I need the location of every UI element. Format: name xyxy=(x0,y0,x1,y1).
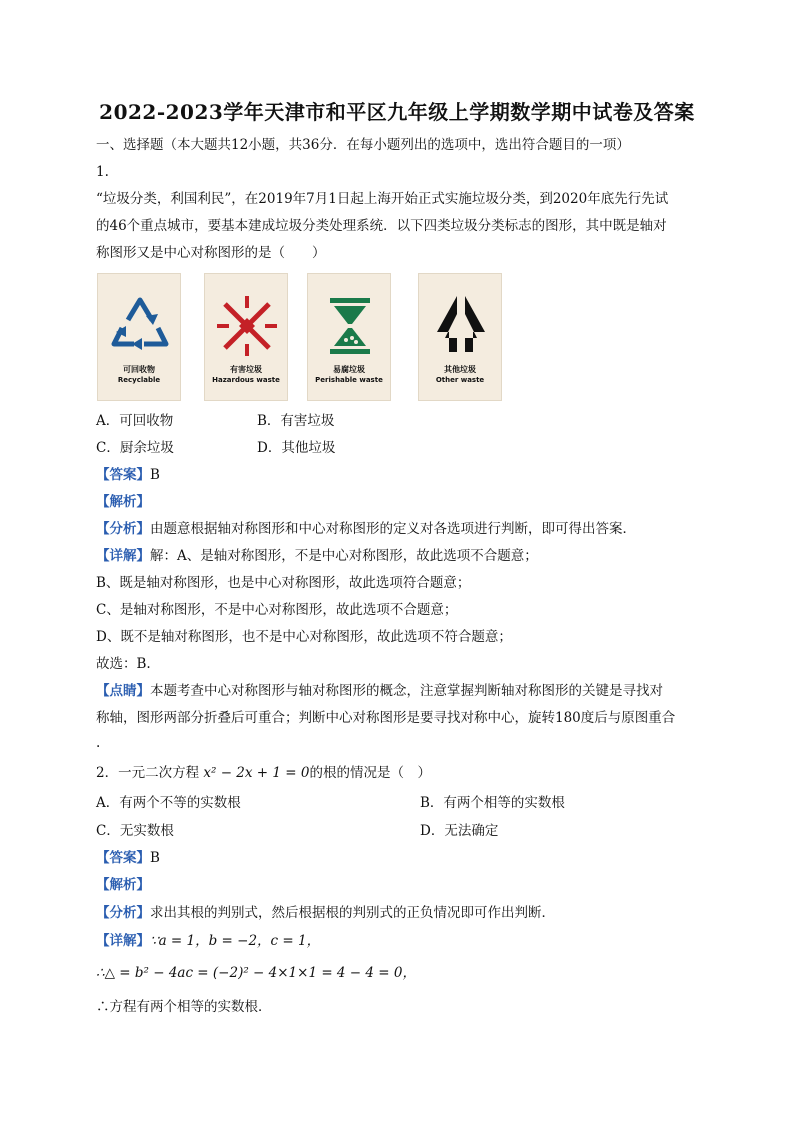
dianjing-line-3: . xyxy=(96,735,101,751)
analysis-heading xyxy=(96,875,150,895)
card-label-en: Perishable waste xyxy=(315,376,383,384)
other-waste-icon xyxy=(427,292,495,360)
q2-equation: x² − 2x + 1 = 0 xyxy=(203,765,310,781)
fenxi-line xyxy=(96,903,555,923)
xiangjie-text: 解：A、是轴对称图形，不是中心对称图形，故此选项不合题意； xyxy=(150,548,538,564)
recycle-icon xyxy=(106,292,174,360)
card-label-en: Other waste xyxy=(435,376,485,384)
fenxi-text: 由题意根据轴对称图形和中心对称图形的定义对各选项进行判断，即可得出答案． xyxy=(150,521,636,537)
answer-value: B xyxy=(150,850,160,866)
other-waste-sign xyxy=(418,273,502,401)
hazardous-sign xyxy=(204,273,288,401)
dianjing-tag: 【点睛】 xyxy=(96,683,150,699)
xiangjie-line xyxy=(96,931,320,951)
option-a: A．可回收物 xyxy=(96,413,174,429)
option-c: C．无实数根 xyxy=(96,823,174,839)
answer-line xyxy=(96,848,160,868)
q2-prefix: 2．一元二次方程 xyxy=(96,765,200,781)
dianjing-text: 本题考查中心对称图形与轴对称图形的概念，注意掌握判断轴对称图形的关键是寻找对 xyxy=(150,683,663,699)
fenxi-tag: 【分析】 xyxy=(96,905,150,921)
option-d: D．无法确定 xyxy=(420,823,499,839)
option-a: A．有两个不等的实数根 xyxy=(96,795,241,811)
fenxi-line xyxy=(96,519,636,539)
xiangjie-tag: 【详解】 xyxy=(96,548,150,564)
analysis-tag: 【解析】 xyxy=(96,877,150,893)
fenxi-tag: 【分析】 xyxy=(96,521,150,537)
option-d: D．其他垃圾 xyxy=(257,440,336,456)
analysis-heading xyxy=(96,492,150,512)
answer-value: B xyxy=(150,467,160,483)
solution-line: B、既是轴对称图形，也是中心对称图形，故此选项符合题意； xyxy=(96,575,471,591)
card-label-en: Recyclable xyxy=(117,376,161,384)
solution-line: 故选：B. xyxy=(96,656,151,672)
question-stem-line: 的46个重点城市，要基本建成垃圾分类处理系统．以下四类垃圾分类标志的图形，其中既是轴对 xyxy=(96,218,667,234)
card-label-zh: 其他垃圾 xyxy=(444,365,476,374)
analysis-tag: 【解析】 xyxy=(96,494,150,510)
xiangjie-text: ∵a = 1，b = −2，c = 1， xyxy=(150,933,321,949)
solution-line: C、是轴对称图形，不是中心对称图形，故此选项不合题意； xyxy=(96,602,458,618)
dianjing-line-2: 称轴，图形两部分折叠后可重合；判断中心对称图形是要寻找对称中心，旋转180度后与原图重合 xyxy=(96,710,676,726)
answer-tag: 【答案】 xyxy=(96,467,150,483)
answer-tag: 【答案】 xyxy=(96,850,150,866)
card-label-zh: 易腐垃圾 xyxy=(333,365,365,374)
delta-line: ∴△ = b² − 4ac = (−2)² − 4×1×1 = 4 − 4 = 0， xyxy=(96,965,416,981)
dianjing-line xyxy=(96,681,663,701)
fenxi-text: 求出其根的判别式，然后根据根的判别式的正负情况即可作出判断． xyxy=(150,905,555,921)
card-label-en: Hazardous waste xyxy=(212,376,280,384)
conclusion-line: ∴方程有两个相等的实数根． xyxy=(96,999,272,1015)
recyclable-sign xyxy=(97,273,181,401)
question-2-stem xyxy=(96,763,431,783)
solution-line: D、既不是轴对称图形，也不是中心对称图形，故此选项不符合题意； xyxy=(96,629,512,645)
xiangjie-tag: 【详解】 xyxy=(96,933,150,949)
xiangjie-line xyxy=(96,546,538,566)
card-label-zh: 有害垃圾 xyxy=(230,365,262,374)
question-number: 1. xyxy=(96,164,109,180)
page-title: 2022-2023学年天津市和平区九年级上学期数学期中试卷及答案 xyxy=(99,100,695,124)
option-b: B．有两个相等的实数根 xyxy=(420,795,565,811)
answer-line xyxy=(96,465,160,485)
option-c: C．厨余垃圾 xyxy=(96,440,174,456)
question-stem-line: 称图形又是中心对称图形的是（ ） xyxy=(96,245,326,261)
q2-suffix: 的根的情况是（ ） xyxy=(309,765,431,781)
hourglass-icon xyxy=(316,292,384,360)
section-heading: 一、选择题（本大题共12小题，共36分．在每小题列出的选项中，选出符合题目的一项） xyxy=(96,137,630,153)
option-b: B．有害垃圾 xyxy=(257,413,335,429)
perishable-sign xyxy=(307,273,391,401)
hazard-arrows-icon xyxy=(213,292,281,360)
question-stem-line: “垃圾分类，利国利民”，在2019年7月1日起上海开始正式实施垃圾分类，到2020年底先行先试 xyxy=(96,191,669,207)
card-label-zh: 可回收物 xyxy=(123,365,155,374)
